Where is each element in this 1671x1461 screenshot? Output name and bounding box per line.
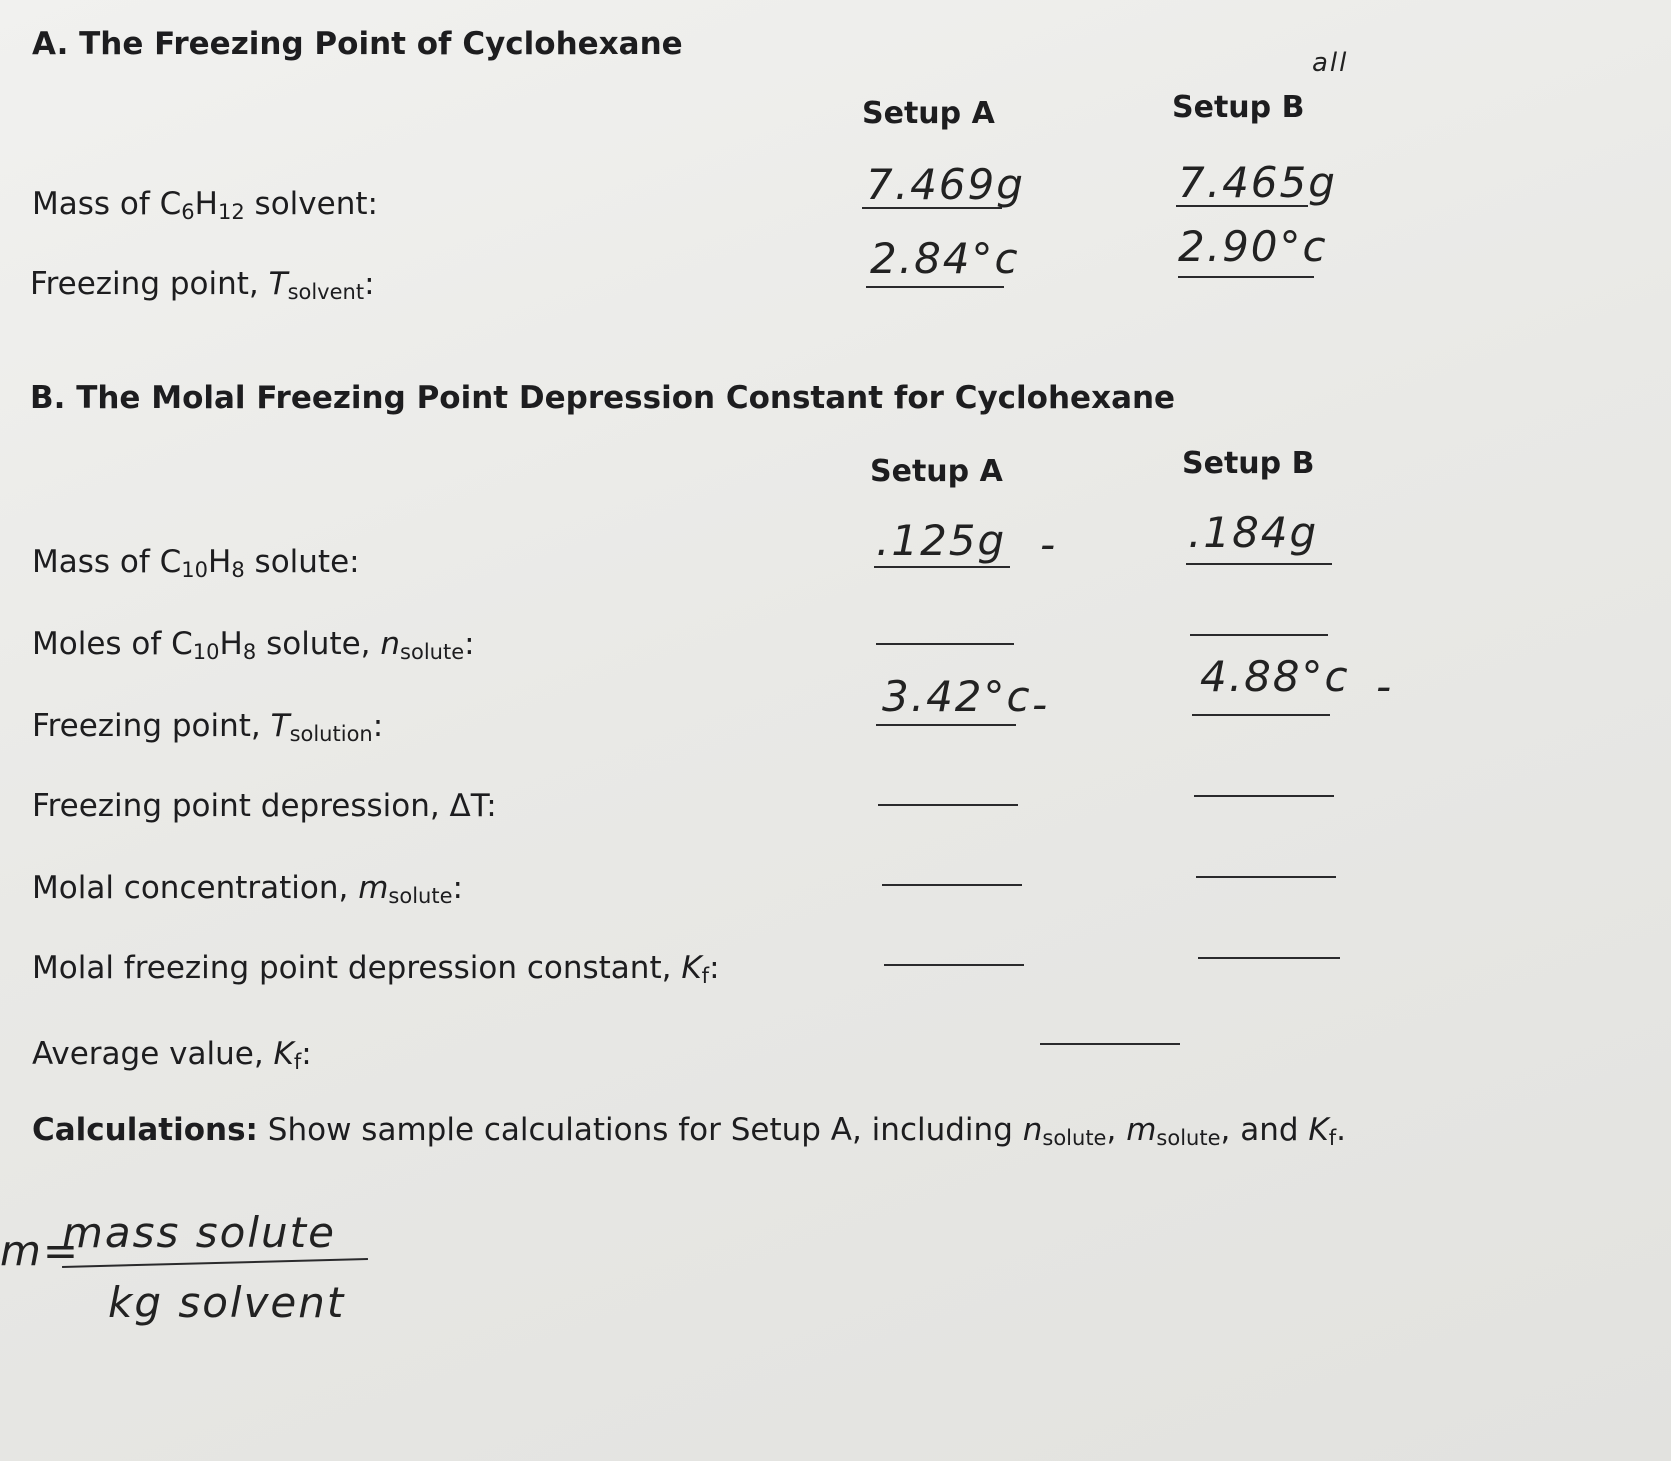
freezing-solution-a-dash: - xyxy=(1032,680,1050,729)
freezing-solvent-b-blank[interactable] xyxy=(1178,276,1314,278)
calculations-instruction: Calculations: Show sample calculations for Setup A, including $n_{solute}$, $m_{solute}$, and $K_f$. xyxy=(32,1112,1346,1150)
kf-b-blank[interactable] xyxy=(1198,957,1340,959)
freezing-solution-a-value: 3.42°c xyxy=(882,672,1032,721)
mass-solute-b-value: .184g xyxy=(1188,508,1319,557)
section-b-heading: B. The Molal Freezing Point Depression Constant for Cyclohexane xyxy=(30,380,1176,416)
calc-fraction-bar xyxy=(62,1258,368,1268)
kf-a-blank[interactable] xyxy=(884,964,1024,966)
freezing-solution-b-dash: - xyxy=(1376,662,1394,711)
calc-handwritten-denominator: kg solvent xyxy=(108,1278,346,1327)
section-b-setup-a-header: Setup A xyxy=(870,454,1003,489)
section-b-setup-b-header: Setup B xyxy=(1182,446,1315,481)
mass-solute-a-value: .125g xyxy=(876,516,1007,565)
freezing-solvent-a-value: 2.84°c xyxy=(870,234,1020,283)
molal-b-blank[interactable] xyxy=(1196,876,1336,878)
freezing-solution-a-blank[interactable] xyxy=(876,724,1016,726)
section-a-setup-b-header: Setup B xyxy=(1172,90,1305,125)
molal-concentration-label: Molal concentration, $m_{solute}$: xyxy=(32,870,463,908)
freezing-solution-b-blank[interactable] xyxy=(1192,714,1330,716)
moles-solute-label: Moles of $C_{10}H_8$ solute, $n_{solute}$: xyxy=(32,626,475,664)
mass-solvent-b-value: 7.465g xyxy=(1178,158,1337,207)
moles-solute-b-blank[interactable] xyxy=(1190,634,1328,636)
depression-a-blank[interactable] xyxy=(878,804,1018,806)
section-a-heading: A. The Freezing Point of Cyclohexane xyxy=(32,26,683,62)
mass-solute-a-blank[interactable] xyxy=(874,566,1010,568)
calc-handwritten-lhs: m= xyxy=(0,1226,81,1275)
section-a-setup-a-header: Setup A xyxy=(862,96,995,131)
moles-solute-a-blank[interactable] xyxy=(876,643,1014,645)
calc-handwritten-numerator: mass solute xyxy=(62,1208,336,1257)
bleed-through-text xyxy=(1050,30,1058,60)
mass-solute-b-blank[interactable] xyxy=(1186,563,1332,565)
freezing-solution-b-value: 4.88°c xyxy=(1200,652,1350,701)
mass-solute-label: Mass of $C_{10}H_8$ solute: xyxy=(32,544,360,582)
depression-b-blank[interactable] xyxy=(1194,795,1334,797)
average-kf-blank[interactable] xyxy=(1040,1043,1180,1045)
mass-solute-a-dash: - xyxy=(1040,520,1058,569)
mass-solvent-a-value: 7.469g xyxy=(866,160,1025,209)
molal-a-blank[interactable] xyxy=(882,884,1022,886)
freezing-solvent-b-value: 2.90°c xyxy=(1178,222,1328,271)
freezing-solution-label: Freezing point, $T_{solution}$: xyxy=(32,708,384,746)
kf-label: Molal freezing point depression constant, $K_f$: xyxy=(32,950,720,988)
freezing-solvent-a-blank[interactable] xyxy=(866,286,1004,288)
average-kf-label: Average value, $K_f$: xyxy=(32,1036,312,1074)
mass-solvent-label: Mass of $C_6H_{12}$ solvent: xyxy=(32,186,378,224)
handwritten-note-all: all xyxy=(1312,48,1349,78)
depression-label: Freezing point depression, ΔT: xyxy=(32,788,497,824)
freezing-point-solvent-label: Freezing point, $T_{solvent}$: xyxy=(30,266,375,304)
